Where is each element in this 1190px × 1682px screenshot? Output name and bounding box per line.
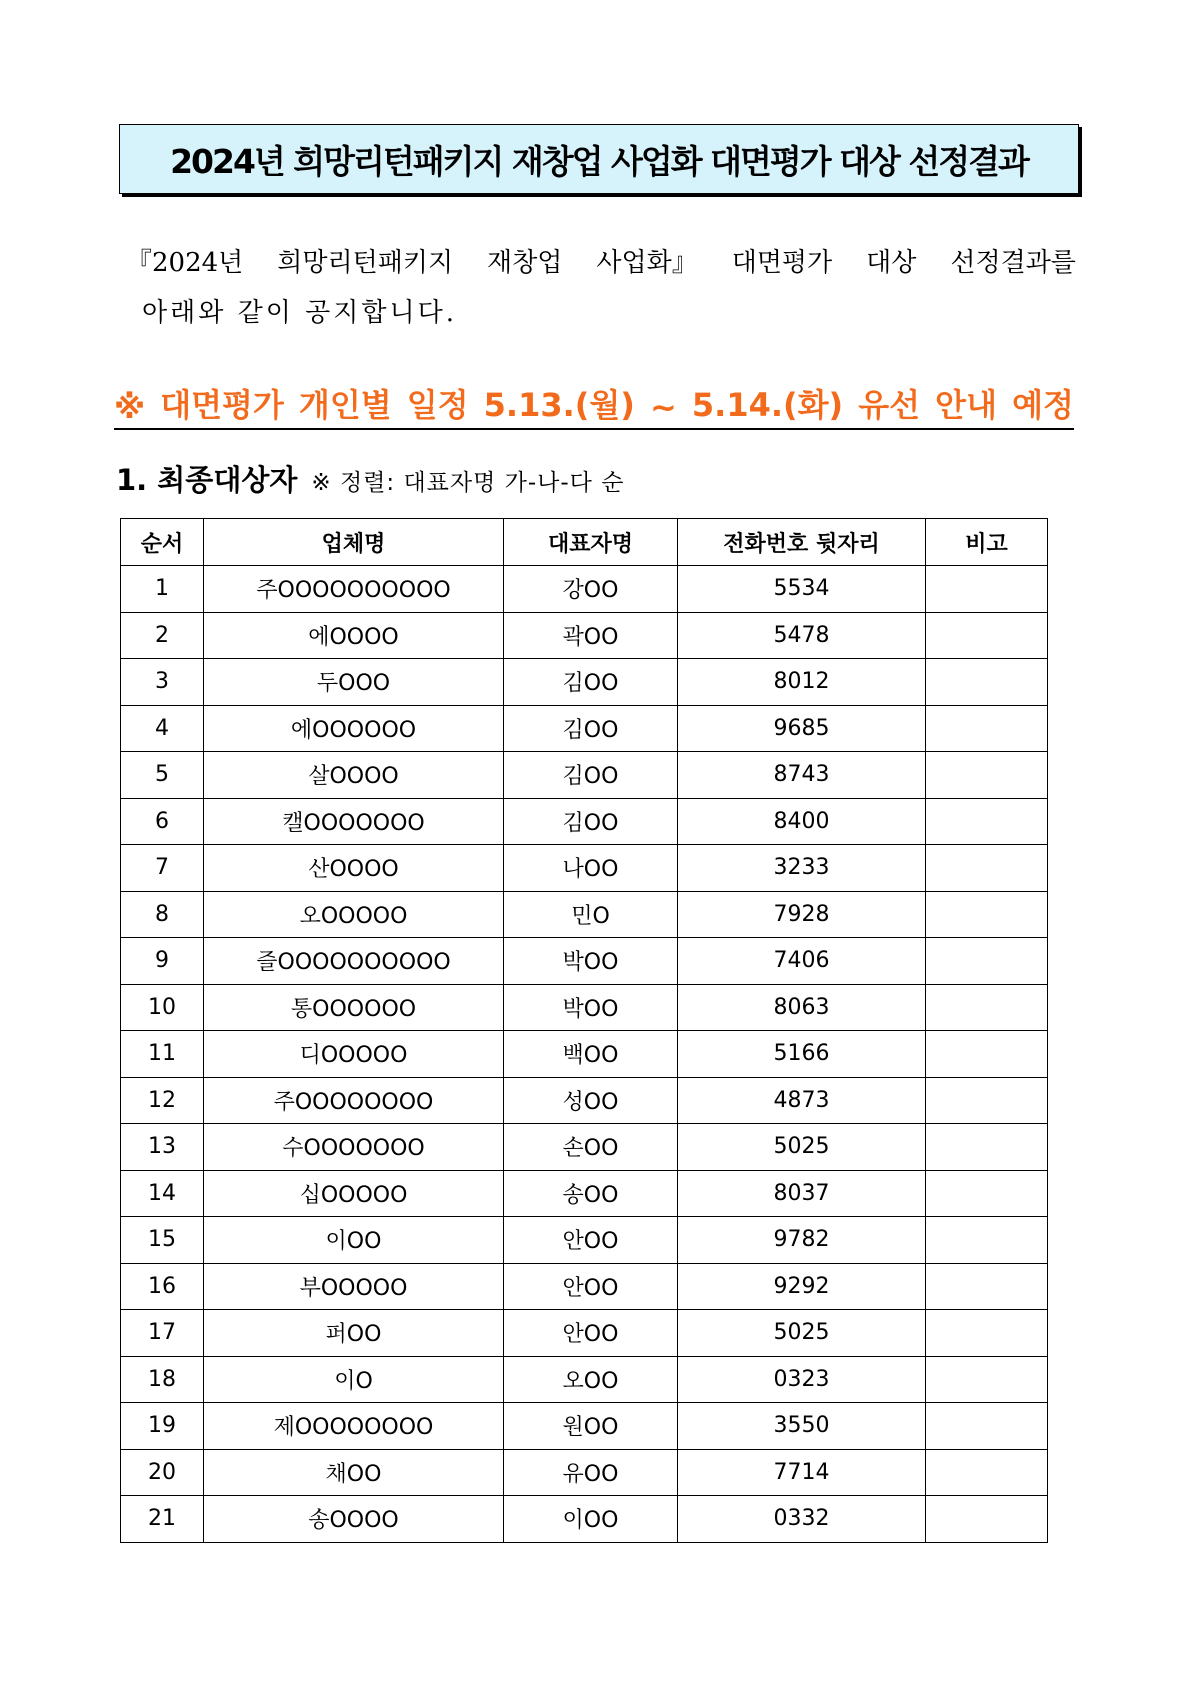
table-row (121, 1031, 1048, 1078)
table-header-row (121, 519, 1048, 566)
cell-remarks (926, 752, 1048, 799)
cell-phone-suffix: 9685 (678, 705, 926, 752)
cell-order: 14 (121, 1170, 204, 1217)
cell-order: 18 (121, 1356, 204, 1403)
cell-remarks (926, 705, 1048, 752)
final-selection-table (120, 518, 1048, 1543)
intro-word: 재창업 (487, 248, 563, 278)
cell-representative: 손OO (504, 1124, 678, 1171)
cell-order: 19 (121, 1403, 204, 1450)
intro-word: 대면평가 (731, 248, 833, 278)
cell-company: 이OO (204, 1217, 504, 1264)
cell-phone-suffix: 9782 (678, 1217, 926, 1264)
cell-representative: 백OO (504, 1031, 678, 1078)
header-order: 순서 (121, 519, 204, 566)
cell-remarks (926, 1496, 1048, 1543)
notice-word: 안내 (935, 386, 997, 424)
document-title-box (119, 124, 1079, 194)
notice-word: 5.13.(월) (483, 386, 635, 424)
cell-order: 1 (121, 566, 204, 613)
cell-remarks (926, 1124, 1048, 1171)
table-row (121, 891, 1048, 938)
notice-word: ~ (650, 388, 677, 426)
cell-representative: 김OO (504, 659, 678, 706)
cell-remarks (926, 566, 1048, 613)
cell-representative: 곽OO (504, 612, 678, 659)
cell-phone-suffix: 0332 (678, 1496, 926, 1543)
table-row (121, 798, 1048, 845)
table-row (121, 1217, 1048, 1264)
table-row (121, 1449, 1048, 1496)
cell-company: 제OOOOOOOO (204, 1403, 504, 1450)
cell-order: 6 (121, 798, 204, 845)
notice-word: 예정 (1012, 386, 1074, 424)
table-row (121, 1263, 1048, 1310)
section-title: 1. 최종대상자 (116, 463, 298, 497)
cell-order: 3 (121, 659, 204, 706)
cell-phone-suffix: 8743 (678, 752, 926, 799)
cell-company: 산OOOO (204, 845, 504, 892)
notice-word: 개인별 (298, 386, 392, 424)
cell-order: 11 (121, 1031, 204, 1078)
cell-representative: 나OO (504, 845, 678, 892)
section-heading (116, 458, 624, 499)
intro-word: 대상 (866, 248, 917, 278)
cell-phone-suffix: 8400 (678, 798, 926, 845)
cell-company: 캘OOOOOOO (204, 798, 504, 845)
cell-order: 7 (121, 845, 204, 892)
cell-phone-suffix: 0323 (678, 1356, 926, 1403)
cell-company: 에OOOOOO (204, 705, 504, 752)
notice-word: 일정 (406, 386, 469, 424)
cell-remarks (926, 798, 1048, 845)
cell-order: 8 (121, 891, 204, 938)
cell-remarks (926, 1403, 1048, 1450)
schedule-notice (114, 380, 1074, 430)
cell-company: 즐OOOOOOOOOO (204, 938, 504, 985)
cell-representative: 김OO (504, 705, 678, 752)
cell-remarks (926, 1263, 1048, 1310)
cell-remarks (926, 1449, 1048, 1496)
table-row (121, 752, 1048, 799)
header-remarks: 비고 (926, 519, 1048, 566)
cell-phone-suffix: 7406 (678, 938, 926, 985)
cell-phone-suffix: 9292 (678, 1263, 926, 1310)
cell-representative: 안OO (504, 1310, 678, 1357)
table-body (121, 566, 1048, 1543)
cell-representative: 유OO (504, 1449, 678, 1496)
document-title: 2024년 희망리턴패키지 재창업 사업화 대면평가 대상 선정결과 (170, 141, 1028, 181)
cell-representative: 민O (504, 891, 678, 938)
notice-word: 유선 (858, 386, 921, 424)
cell-representative: 안OO (504, 1217, 678, 1264)
cell-company: 수OOOOOOO (204, 1124, 504, 1171)
table-row (121, 612, 1048, 659)
table-row (121, 1496, 1048, 1543)
table-row (121, 984, 1048, 1031)
cell-representative: 김OO (504, 752, 678, 799)
cell-remarks (926, 1077, 1048, 1124)
cell-order: 5 (121, 752, 204, 799)
cell-order: 17 (121, 1310, 204, 1357)
cell-phone-suffix: 8037 (678, 1170, 926, 1217)
cell-remarks (926, 938, 1048, 985)
cell-representative: 박OO (504, 984, 678, 1031)
cell-phone-suffix: 3550 (678, 1403, 926, 1450)
intro-line-2: 아래와 같이 공지합니다. (142, 298, 457, 328)
cell-phone-suffix: 4873 (678, 1077, 926, 1124)
cell-remarks (926, 1310, 1048, 1357)
cell-order: 21 (121, 1496, 204, 1543)
cell-representative: 강OO (504, 566, 678, 613)
cell-phone-suffix: 7714 (678, 1449, 926, 1496)
cell-remarks (926, 845, 1048, 892)
cell-company: 오OOOOO (204, 891, 504, 938)
cell-remarks (926, 612, 1048, 659)
cell-remarks (926, 1170, 1048, 1217)
cell-company: 에OOOO (204, 612, 504, 659)
cell-company: 퍼OO (204, 1310, 504, 1357)
header-company: 업체명 (204, 519, 504, 566)
cell-order: 13 (121, 1124, 204, 1171)
cell-company: 채OO (204, 1449, 504, 1496)
cell-remarks (926, 984, 1048, 1031)
cell-company: 십OOOOO (204, 1170, 504, 1217)
cell-remarks (926, 1356, 1048, 1403)
cell-order: 9 (121, 938, 204, 985)
cell-order: 10 (121, 984, 204, 1031)
cell-phone-suffix: 5166 (678, 1031, 926, 1078)
header-representative: 대표자명 (504, 519, 678, 566)
cell-phone-suffix: 8012 (678, 659, 926, 706)
table-row (121, 1403, 1048, 1450)
cell-order: 12 (121, 1077, 204, 1124)
cell-remarks (926, 891, 1048, 938)
cell-company: 송OOOO (204, 1496, 504, 1543)
cell-representative: 박OO (504, 938, 678, 985)
table-row (121, 566, 1048, 613)
cell-representative: 원OO (504, 1403, 678, 1450)
table-row (121, 1170, 1048, 1217)
cell-company: 이O (204, 1356, 504, 1403)
table-row (121, 938, 1048, 985)
intro-word: 사업화』 (596, 248, 698, 278)
cell-representative: 이OO (504, 1496, 678, 1543)
cell-company: 부OOOOO (204, 1263, 504, 1310)
table-row (121, 845, 1048, 892)
cell-order: 2 (121, 612, 204, 659)
cell-phone-suffix: 5478 (678, 612, 926, 659)
cell-company: 주OOOOOOOO (204, 1077, 504, 1124)
table-row (121, 1124, 1048, 1171)
cell-order: 16 (121, 1263, 204, 1310)
header-phone-suffix: 전화번호 뒷자리 (678, 519, 926, 566)
cell-order: 15 (121, 1217, 204, 1264)
cell-company: 두OOO (204, 659, 504, 706)
cell-order: 20 (121, 1449, 204, 1496)
cell-order: 4 (121, 705, 204, 752)
cell-company: 디OOOOO (204, 1031, 504, 1078)
cell-representative: 오OO (504, 1356, 678, 1403)
cell-phone-suffix: 5025 (678, 1124, 926, 1171)
intro-paragraph (126, 238, 1076, 338)
intro-word: 희망리턴패키지 (277, 248, 454, 278)
cell-representative: 김OO (504, 798, 678, 845)
cell-phone-suffix: 5025 (678, 1310, 926, 1357)
sort-note: ※ 정렬: 대표자명 가-나-다 순 (311, 470, 625, 496)
intro-word: 『2024년 (126, 248, 244, 278)
cell-representative: 성OO (504, 1077, 678, 1124)
table-row (121, 1356, 1048, 1403)
cell-company: 살OOOO (204, 752, 504, 799)
intro-line-1 (126, 238, 1076, 288)
table-row (121, 659, 1048, 706)
cell-representative: 송OO (504, 1170, 678, 1217)
cell-company: 주OOOOOOOOOO (204, 566, 504, 613)
cell-phone-suffix: 7928 (678, 891, 926, 938)
table-row (121, 1310, 1048, 1357)
notice-word: 5.14.(화) (691, 386, 844, 424)
table-row (121, 705, 1048, 752)
cell-company: 통OOOOOO (204, 984, 504, 1031)
cell-remarks (926, 1217, 1048, 1264)
cell-phone-suffix: 5534 (678, 566, 926, 613)
intro-word: 선정결과를 (950, 248, 1076, 278)
cell-remarks (926, 1031, 1048, 1078)
notice-word: 대면평가 (160, 386, 284, 424)
notice-word: ※ (114, 388, 146, 426)
cell-representative: 안OO (504, 1263, 678, 1310)
cell-phone-suffix: 3233 (678, 845, 926, 892)
table-row (121, 1077, 1048, 1124)
cell-phone-suffix: 8063 (678, 984, 926, 1031)
cell-remarks (926, 659, 1048, 706)
